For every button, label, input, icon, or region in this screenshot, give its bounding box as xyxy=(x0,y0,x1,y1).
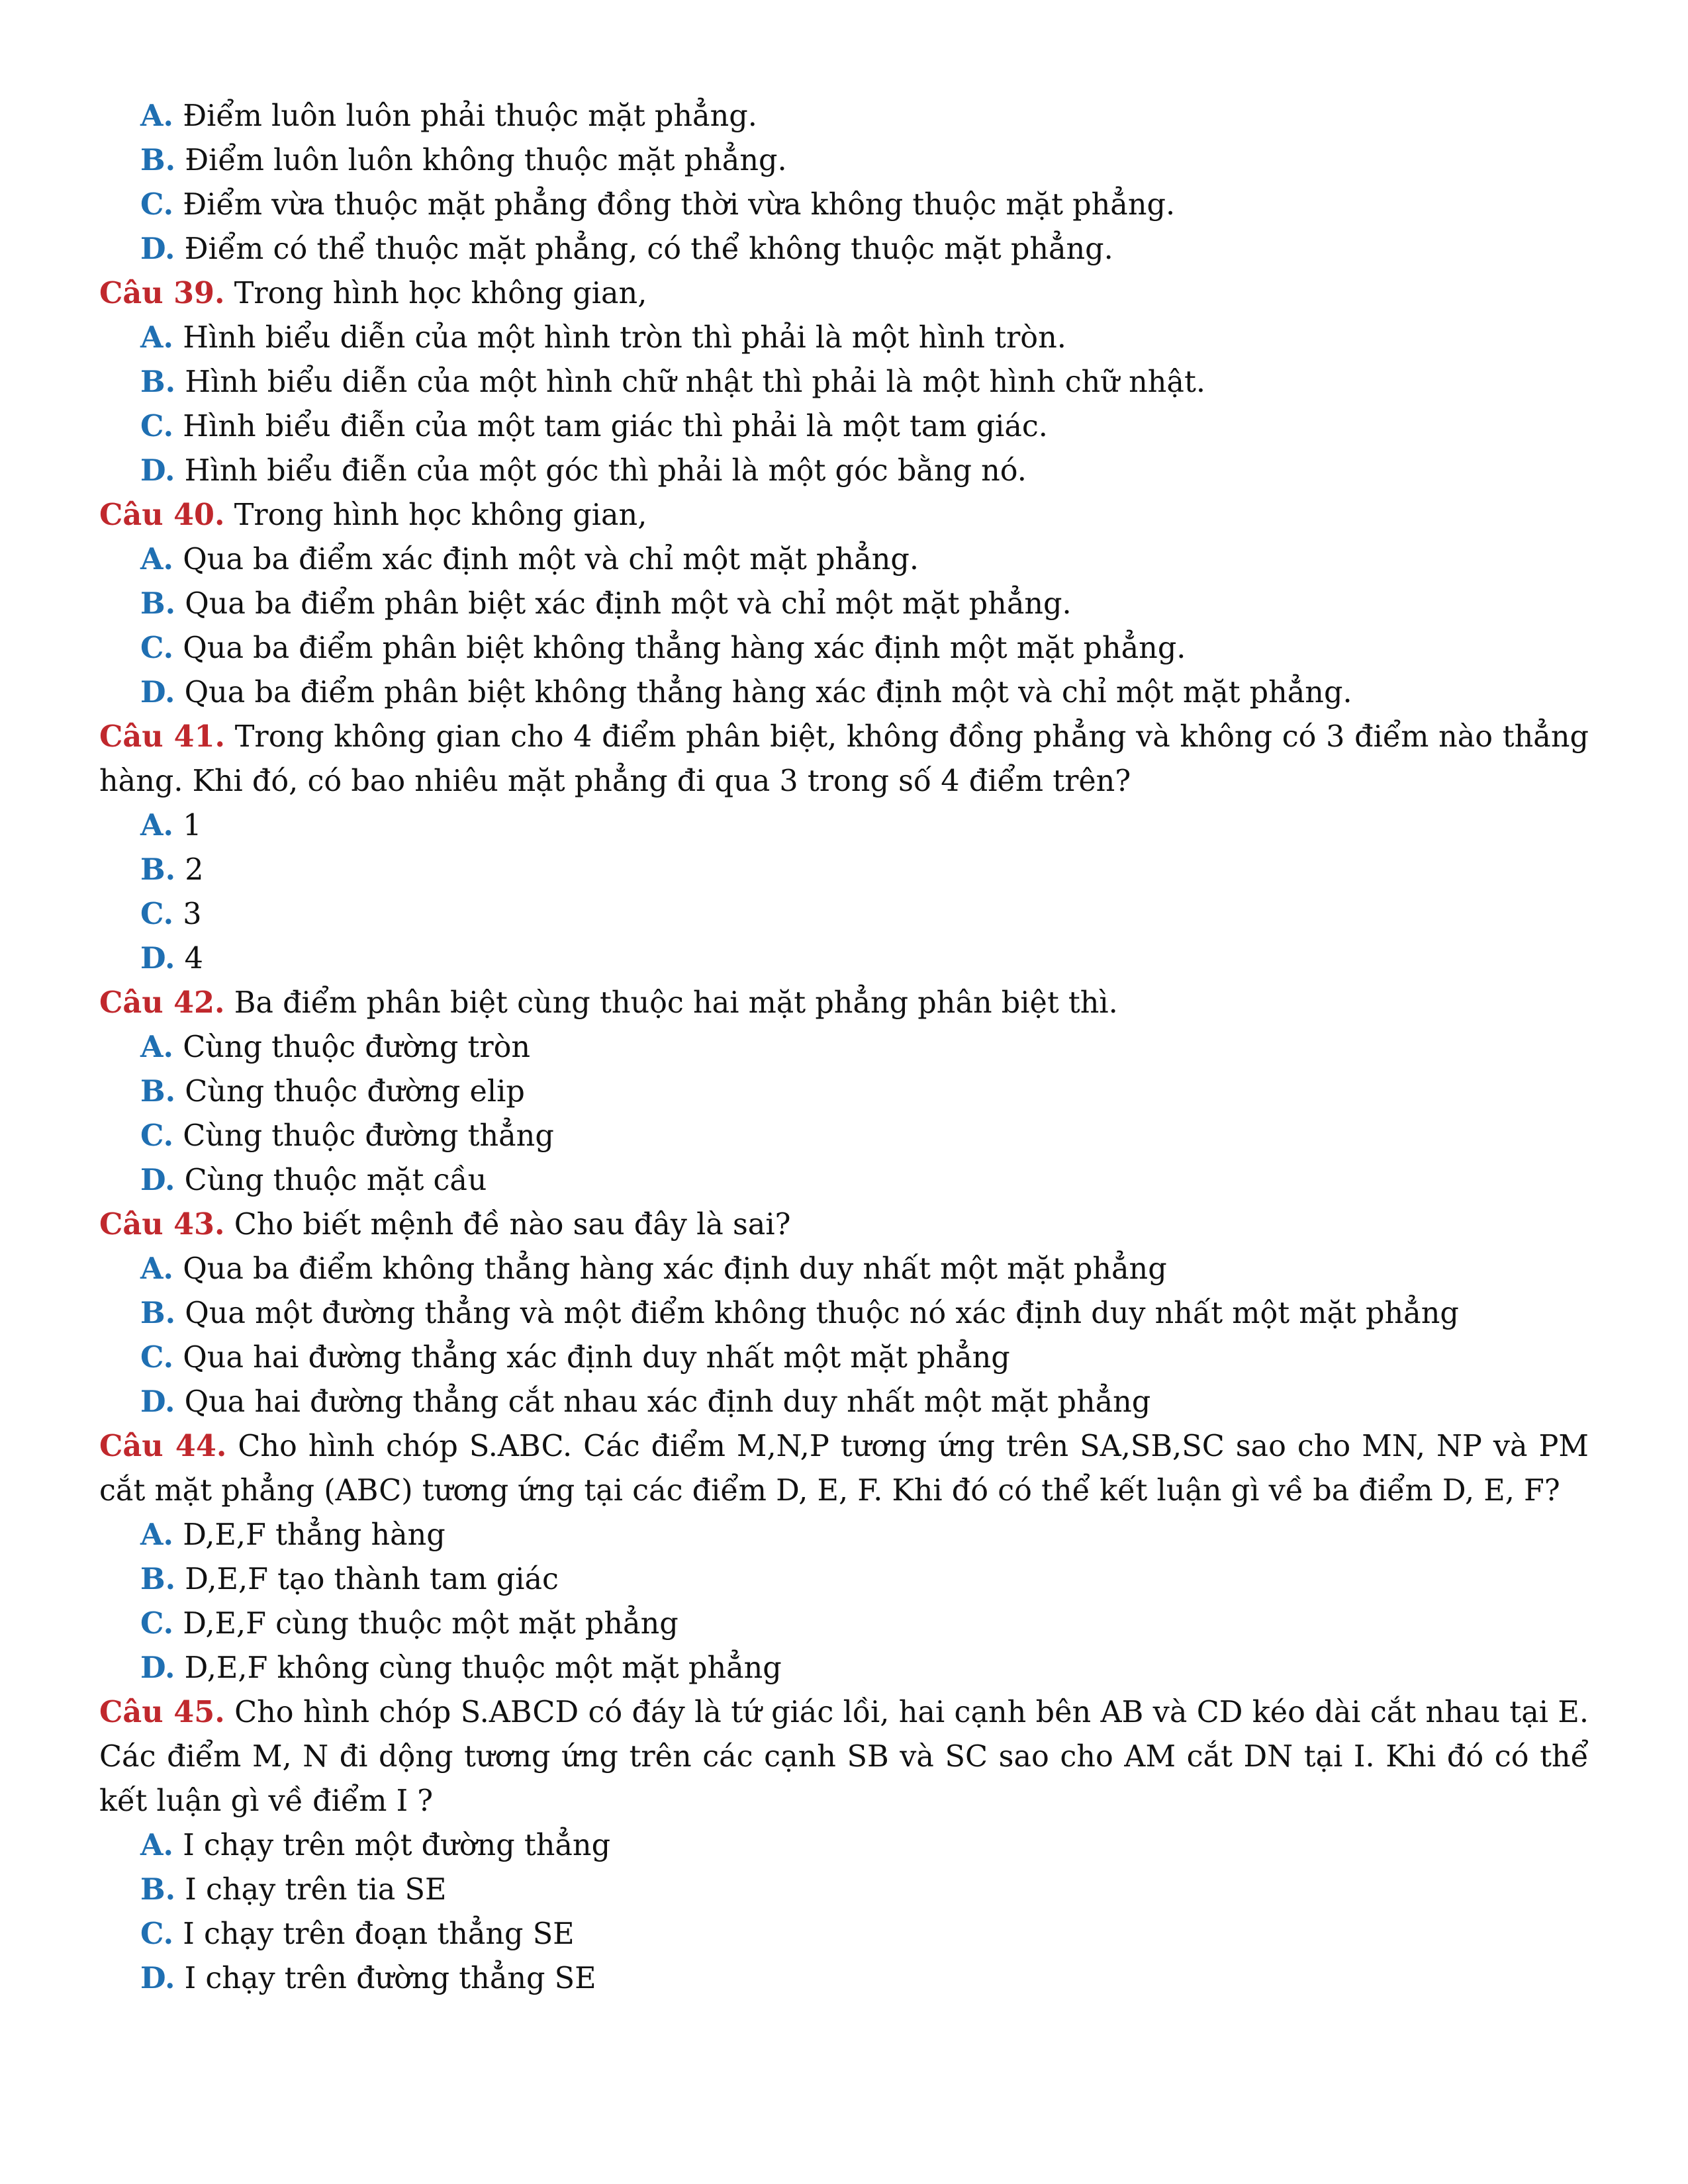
option-text: Cùng thuộc đường tròn xyxy=(183,1030,531,1064)
question-41 xyxy=(99,715,1589,981)
answer-option xyxy=(99,1823,1589,1868)
lead-options xyxy=(99,94,1589,271)
option-text: Qua hai đường thẳng cắt nhau xác định duy nhất một mặt phẳng xyxy=(184,1385,1151,1419)
option-text: Điểm vừa thuộc mặt phẳng đồng thời vừa không thuộc mặt phẳng. xyxy=(183,188,1176,222)
option-label: D. xyxy=(140,1385,175,1419)
question-label: Câu 43. xyxy=(99,1207,225,1242)
answer-option xyxy=(99,936,1589,981)
answer-option xyxy=(99,1557,1589,1602)
answer-option xyxy=(99,316,1589,360)
question-label: Câu 41. xyxy=(99,719,226,754)
option-label: B. xyxy=(140,143,176,177)
option-label: D. xyxy=(140,453,175,488)
answer-option xyxy=(99,1069,1589,1114)
option-text: Qua một đường thẳng và một điểm không thuộc nó xác định duy nhất một mặt phẳng xyxy=(185,1297,1459,1330)
answer-option xyxy=(99,449,1589,493)
question-stem xyxy=(99,493,1589,537)
option-text: Điểm có thể thuộc mặt phẳng, có thể không thuộc mặt phẳng. xyxy=(184,232,1113,266)
option-text: 2 xyxy=(185,853,204,887)
option-text: Hình biểu điễn của một tam giác thì phải là một tam giác. xyxy=(183,410,1048,443)
option-text: Cùng thuộc mặt cầu xyxy=(184,1163,487,1197)
answer-option xyxy=(99,227,1589,271)
option-text: Qua ba điểm phân biệt không thẳng hàng xác định một và chỉ một mặt phẳng. xyxy=(184,676,1352,709)
question-stem xyxy=(99,1203,1589,1247)
answer-option xyxy=(99,360,1589,404)
option-text: Điểm luôn luôn không thuộc mặt phẳng. xyxy=(185,144,787,177)
answer-option xyxy=(99,1158,1589,1203)
option-text: 1 xyxy=(183,809,202,842)
option-label: D. xyxy=(140,1651,175,1685)
question-text: Cho hình chóp S.ABCD có đáy là tứ giác lồi, hai cạnh bên AB và CD kéo dài cắt nhau tại E. Các điểm M, N đi dộng tương ứng trên các cạnh SB và SC sao cho AM cắt DN tại I. Khi đó có thể kết luận gì về điểm I ? xyxy=(99,1696,1589,1818)
option-text: I chạy trên đường thẳng SE xyxy=(184,1962,596,1995)
question-text: Trong không gian cho 4 điểm phân biệt, không đồng phẳng và không có 3 điểm nào thẳng hàng. Khi đó, có bao nhiêu mặt phẳng đi qua 3 trong số 4 điểm trên? xyxy=(99,720,1589,798)
option-label: C. xyxy=(140,187,174,222)
option-label: B. xyxy=(140,852,176,887)
question-label: Câu 40. xyxy=(99,498,225,532)
option-text: I chạy trên tia SE xyxy=(185,1873,447,1907)
option-label: C. xyxy=(140,1118,174,1153)
question-text: Trong hình học không gian, xyxy=(234,277,647,310)
question-43 xyxy=(99,1203,1589,1424)
question-text: Trong hình học không gian, xyxy=(234,498,647,532)
option-label: C. xyxy=(140,1606,174,1641)
option-label: A. xyxy=(140,1518,174,1552)
option-label: D. xyxy=(140,941,175,976)
option-text: I chạy trên một đường thẳng xyxy=(183,1829,611,1862)
option-label: D. xyxy=(140,232,175,266)
answer-option xyxy=(99,1291,1589,1336)
option-label: A. xyxy=(140,542,174,576)
option-text: D,E,F cùng thuộc một mặt phẳng xyxy=(183,1607,679,1641)
option-text: Qua ba điểm không thẳng hàng xác định duy nhất một mặt phẳng xyxy=(183,1252,1167,1286)
answer-option xyxy=(99,670,1589,715)
question-39 xyxy=(99,271,1589,493)
answer-option xyxy=(99,848,1589,892)
option-text: Qua ba điểm xác định một và chỉ một mặt phẳng. xyxy=(183,543,919,576)
question-label: Câu 44. xyxy=(99,1429,227,1463)
answer-option xyxy=(99,1247,1589,1291)
question-44 xyxy=(99,1424,1589,1690)
option-label: B. xyxy=(140,1562,176,1596)
option-label: B. xyxy=(140,365,176,399)
answer-option xyxy=(99,138,1589,183)
option-label: B. xyxy=(140,1872,176,1907)
option-text: Qua ba điểm phân biệt không thẳng hàng xác định một mặt phẳng. xyxy=(183,631,1186,665)
answer-option xyxy=(99,183,1589,227)
question-stem xyxy=(99,715,1589,803)
option-text: D,E,F không cùng thuộc một mặt phẳng xyxy=(184,1651,782,1685)
option-text: 3 xyxy=(183,897,202,931)
option-text: Điểm luôn luôn phải thuộc mặt phẳng. xyxy=(183,99,757,133)
option-label: A. xyxy=(140,1828,174,1862)
option-text: Cùng thuộc đường thẳng xyxy=(183,1119,554,1153)
question-text: Cho biết mệnh đề nào sau đây là sai? xyxy=(234,1208,791,1242)
answer-option xyxy=(99,94,1589,138)
option-label: C. xyxy=(140,409,174,443)
question-label: Câu 45. xyxy=(99,1695,225,1729)
option-text: I chạy trên đoạn thẳng SE xyxy=(183,1917,575,1951)
option-text: Hình biểu diễn của một hình chữ nhật thì phải là một hình chữ nhật. xyxy=(185,365,1205,399)
option-label: B. xyxy=(140,1074,176,1109)
option-label: B. xyxy=(140,586,176,621)
option-text: Qua hai đường thẳng xác định duy nhất một mặt phẳng xyxy=(183,1341,1010,1375)
answer-option xyxy=(99,537,1589,582)
answer-option xyxy=(99,1513,1589,1557)
option-text: 4 xyxy=(184,942,203,976)
answer-option xyxy=(99,1912,1589,1956)
option-label: A. xyxy=(140,1030,174,1064)
question-stem xyxy=(99,271,1589,316)
answer-option xyxy=(99,1646,1589,1690)
question-stem xyxy=(99,1424,1589,1513)
option-label: D. xyxy=(140,675,175,709)
question-42 xyxy=(99,981,1589,1203)
answer-option xyxy=(99,1956,1589,2001)
option-label: A. xyxy=(140,99,174,133)
answer-option xyxy=(99,626,1589,670)
option-label: A. xyxy=(140,320,174,355)
option-text: Hình biểu điễn của một góc thì phải là một góc bằng nó. xyxy=(184,454,1027,488)
option-text: D,E,F tạo thành tam giác xyxy=(185,1563,559,1596)
question-45 xyxy=(99,1690,1589,2001)
question-40 xyxy=(99,493,1589,715)
option-text: Hình biểu diễn của một hình tròn thì phải là một hình tròn. xyxy=(183,321,1066,355)
option-label: C. xyxy=(140,1340,174,1375)
option-text: D,E,F thẳng hàng xyxy=(183,1518,445,1552)
answer-option xyxy=(99,1114,1589,1158)
question-stem xyxy=(99,981,1589,1025)
question-label: Câu 39. xyxy=(99,276,225,310)
answer-option xyxy=(99,1025,1589,1069)
answer-option xyxy=(99,892,1589,936)
answer-option xyxy=(99,404,1589,449)
question-stem xyxy=(99,1690,1589,1823)
option-label: D. xyxy=(140,1163,175,1197)
question-label: Câu 42. xyxy=(99,985,225,1020)
option-label: A. xyxy=(140,808,174,842)
option-text: Cùng thuộc đường elip xyxy=(185,1075,525,1109)
option-label: C. xyxy=(140,1917,174,1951)
answer-option xyxy=(99,1380,1589,1424)
answer-option xyxy=(99,1868,1589,1912)
answer-option xyxy=(99,803,1589,848)
answer-option xyxy=(99,582,1589,626)
option-label: D. xyxy=(140,1961,175,1995)
option-label: C. xyxy=(140,897,174,931)
answer-option xyxy=(99,1602,1589,1646)
question-text: Cho hình chóp S.ABC. Các điểm M,N,P tương ứng trên SA,SB,SC sao cho MN, NP và PM cắt mặt phẳng (ABC) tương ứng tại các điểm D, E, F. Khi đó có thể kết luận gì về ba điểm D, E, F? xyxy=(99,1430,1589,1508)
question-text: Ba điểm phân biệt cùng thuộc hai mặt phẳng phân biệt thì. xyxy=(234,986,1118,1020)
option-label: C. xyxy=(140,631,174,665)
option-label: A. xyxy=(140,1251,174,1286)
answer-option xyxy=(99,1336,1589,1380)
option-label: B. xyxy=(140,1296,176,1330)
option-text: Qua ba điểm phân biệt xác định một và chỉ một mặt phẳng. xyxy=(185,587,1072,621)
